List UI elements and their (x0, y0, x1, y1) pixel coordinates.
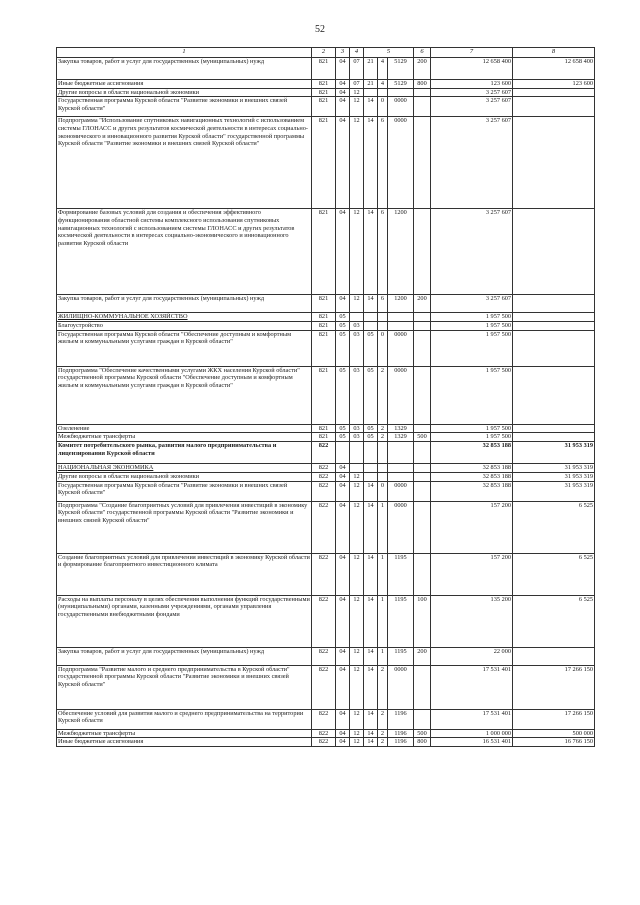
cell-subprogram: 6 (378, 117, 388, 209)
cell-subsection: 12 (350, 501, 364, 553)
cell-section: 05 (336, 424, 350, 433)
cell-admin-code: 822 (312, 464, 336, 473)
cell-direction: 1196 (388, 738, 414, 747)
cell-name: Создание благоприятных условий для привлечения инвестиций в экономику Курской области и формирование благоприятного инвестиционного климата (57, 553, 312, 595)
cell-direction: 1329 (388, 424, 414, 433)
cell-amount-y2 (513, 424, 595, 433)
cell-section: 04 (336, 97, 350, 117)
cell-program: 05 (364, 366, 378, 424)
cell-program: 14 (364, 647, 378, 665)
cell-admin-code: 822 (312, 738, 336, 747)
cell-expense-type: 200 (414, 58, 431, 80)
cell-section: 05 (336, 322, 350, 331)
cell-expense-type (414, 330, 431, 366)
cell-program: 14 (364, 97, 378, 117)
header-row (57, 48, 595, 58)
cell-program: 21 (364, 58, 378, 80)
cell-admin-code: 822 (312, 595, 336, 647)
cell-program: 14 (364, 117, 378, 209)
cell-name: Государственная программа Курской области "Развитие экономики и внешних связей Курской области" (57, 481, 312, 501)
cell-subsection: 12 (350, 595, 364, 647)
cell-program: 14 (364, 738, 378, 747)
cell-admin-code: 821 (312, 97, 336, 117)
cell-expense-type (414, 313, 431, 322)
cell-name: Формирование базовых условий для создания и обеспечения эффективного функционирования областной системы комплексного использования спутниковых навигационных технологий с использованием системы ГЛОНАСС и других результатов космической деятельности в интересах социально-экономического и инновационного развития Курской области (57, 209, 312, 295)
cell-section: 04 (336, 553, 350, 595)
cell-subprogram (378, 442, 388, 464)
cell-program (364, 88, 378, 97)
cell-amount-y1: 135 200 (431, 595, 513, 647)
table-row (57, 58, 595, 80)
cell-program (364, 313, 378, 322)
cell-expense-type (414, 665, 431, 709)
cell-subprogram: 0 (378, 97, 388, 117)
cell-expense-type: 800 (414, 80, 431, 89)
cell-program: 14 (364, 295, 378, 313)
cell-subsection: 12 (350, 88, 364, 97)
cell-direction: 0000 (388, 117, 414, 209)
cell-subprogram: 6 (378, 209, 388, 295)
cell-subsection (350, 313, 364, 322)
cell-amount-y1: 1 957 500 (431, 313, 513, 322)
table-row (57, 322, 595, 331)
cell-amount-y1: 17 531 401 (431, 709, 513, 729)
cell-direction: 0000 (388, 481, 414, 501)
header-cell: 6 (414, 48, 431, 58)
cell-amount-y1: 22 000 (431, 647, 513, 665)
cell-amount-y2: 6 525 (513, 501, 595, 553)
cell-section: 05 (336, 366, 350, 424)
cell-amount-y1: 32 853 188 (431, 473, 513, 482)
budget-table (56, 47, 595, 747)
cell-expense-type (414, 366, 431, 424)
cell-expense-type: 500 (414, 729, 431, 738)
cell-amount-y1: 12 658 400 (431, 58, 513, 80)
cell-section: 04 (336, 295, 350, 313)
cell-admin-code: 822 (312, 709, 336, 729)
cell-name: Государственная программа Курской области "Развитие экономики и внешних связей Курской области" (57, 97, 312, 117)
cell-subprogram: 0 (378, 481, 388, 501)
header-cell: 4 (350, 48, 364, 58)
table-row (57, 473, 595, 482)
table-row (57, 647, 595, 665)
table-row (57, 553, 595, 595)
cell-amount-y2 (513, 647, 595, 665)
cell-admin-code: 821 (312, 433, 336, 442)
cell-direction: 1329 (388, 433, 414, 442)
cell-amount-y2: 6 525 (513, 595, 595, 647)
cell-admin-code: 822 (312, 442, 336, 464)
cell-subsection: 12 (350, 117, 364, 209)
cell-subsection: 12 (350, 665, 364, 709)
cell-amount-y2: 17 266 150 (513, 709, 595, 729)
cell-subsection (350, 442, 364, 464)
cell-direction: 1195 (388, 595, 414, 647)
cell-direction: 0000 (388, 665, 414, 709)
cell-direction: 0000 (388, 330, 414, 366)
cell-amount-y1: 32 853 188 (431, 464, 513, 473)
cell-name: Подпрограмма "Использование спутниковых навигационных технологий с использованием системы ГЛОНАСС и других результатов космической деятельности в интересах социально-экономического и инновационного развития Курской области" государственной программы Курской области "Развитие экономики и внешних связей Курской области" (57, 117, 312, 209)
cell-expense-type (414, 97, 431, 117)
cell-direction (388, 473, 414, 482)
cell-amount-y1: 1 000 000 (431, 729, 513, 738)
cell-amount-y2: 16 766 150 (513, 738, 595, 747)
cell-program: 05 (364, 433, 378, 442)
cell-program (364, 322, 378, 331)
cell-name: Другие вопросы в области национальной экономики (57, 473, 312, 482)
cell-direction (388, 442, 414, 464)
cell-subsection: 12 (350, 481, 364, 501)
cell-subsection: 07 (350, 58, 364, 80)
cell-subsection: 12 (350, 709, 364, 729)
cell-expense-type (414, 88, 431, 97)
cell-name: Государственная программа Курской области "Обеспечение доступным и комфортным жильем и коммунальными услугами граждан в Курской области" (57, 330, 312, 366)
cell-subprogram: 1 (378, 501, 388, 553)
cell-subprogram: 1 (378, 647, 388, 665)
cell-section: 04 (336, 58, 350, 80)
cell-subprogram: 1 (378, 595, 388, 647)
table-row (57, 97, 595, 117)
cell-admin-code: 822 (312, 729, 336, 738)
cell-section: 04 (336, 117, 350, 209)
cell-expense-type (414, 709, 431, 729)
header-cell: 2 (312, 48, 336, 58)
cell-amount-y2: 17 266 150 (513, 665, 595, 709)
cell-subprogram: 2 (378, 433, 388, 442)
cell-name: Иные бюджетные ассигнования (57, 80, 312, 89)
cell-direction: 1196 (388, 729, 414, 738)
cell-admin-code: 821 (312, 313, 336, 322)
cell-amount-y2: 123 600 (513, 80, 595, 89)
cell-direction: 1195 (388, 553, 414, 595)
cell-subprogram (378, 313, 388, 322)
cell-admin-code: 821 (312, 330, 336, 366)
cell-subsection: 12 (350, 473, 364, 482)
cell-direction (388, 313, 414, 322)
cell-amount-y2 (513, 313, 595, 322)
cell-direction: 1196 (388, 709, 414, 729)
cell-subprogram: 2 (378, 738, 388, 747)
cell-subsection: 12 (350, 647, 364, 665)
cell-program: 14 (364, 481, 378, 501)
cell-subsection: 12 (350, 295, 364, 313)
header-cell: 8 (513, 48, 595, 58)
table-row (57, 88, 595, 97)
cell-direction (388, 88, 414, 97)
cell-amount-y2 (513, 209, 595, 295)
cell-subprogram: 0 (378, 330, 388, 366)
cell-program (364, 442, 378, 464)
cell-amount-y1: 17 531 401 (431, 665, 513, 709)
cell-program (364, 464, 378, 473)
table-row (57, 481, 595, 501)
cell-section: 04 (336, 473, 350, 482)
cell-subsection: 07 (350, 80, 364, 89)
cell-amount-y2 (513, 88, 595, 97)
cell-direction: 1195 (388, 647, 414, 665)
cell-expense-type (414, 322, 431, 331)
cell-expense-type (414, 464, 431, 473)
cell-section: 04 (336, 209, 350, 295)
cell-amount-y1: 3 257 607 (431, 88, 513, 97)
cell-subsection: 03 (350, 424, 364, 433)
cell-admin-code: 821 (312, 322, 336, 331)
cell-amount-y2: 31 953 319 (513, 473, 595, 482)
header-cell: 3 (336, 48, 350, 58)
cell-amount-y1: 1 957 500 (431, 366, 513, 424)
cell-section: 05 (336, 433, 350, 442)
cell-direction: 0000 (388, 366, 414, 424)
cell-expense-type (414, 481, 431, 501)
cell-amount-y2 (513, 117, 595, 209)
table-row (57, 665, 595, 709)
table-row (57, 433, 595, 442)
cell-amount-y2 (513, 322, 595, 331)
cell-subprogram: 2 (378, 665, 388, 709)
cell-subsection (350, 464, 364, 473)
cell-subsection: 03 (350, 322, 364, 331)
table-row (57, 424, 595, 433)
cell-expense-type: 200 (414, 295, 431, 313)
cell-section: 04 (336, 88, 350, 97)
cell-name: Подпрограмма "Развитие малого и среднего предпринимательства в Курской области" государственной программы Курской области "Развитие экономики и внешних связей Курской области" (57, 665, 312, 709)
cell-amount-y1: 1 957 500 (431, 433, 513, 442)
cell-name: Другие вопросы в области национальной экономики (57, 88, 312, 97)
table-row (57, 729, 595, 738)
cell-program: 14 (364, 595, 378, 647)
cell-admin-code: 821 (312, 80, 336, 89)
cell-program: 21 (364, 80, 378, 89)
table-row (57, 117, 595, 209)
cell-section: 04 (336, 738, 350, 747)
cell-section: 04 (336, 647, 350, 665)
cell-expense-type (414, 473, 431, 482)
cell-expense-type (414, 424, 431, 433)
cell-section: 05 (336, 313, 350, 322)
table-row (57, 464, 595, 473)
header-cell: 5 (364, 48, 414, 58)
cell-subprogram (378, 322, 388, 331)
cell-name: Озеленение (57, 424, 312, 433)
cell-name: Иные бюджетные ассигнования (57, 738, 312, 747)
cell-subprogram: 6 (378, 295, 388, 313)
cell-program: 14 (364, 665, 378, 709)
table-row (57, 313, 595, 322)
cell-program: 14 (364, 709, 378, 729)
cell-direction (388, 464, 414, 473)
cell-name: Межбюджетные трансферты (57, 433, 312, 442)
cell-amount-y2: 6 525 (513, 553, 595, 595)
cell-direction (388, 322, 414, 331)
cell-direction: 1200 (388, 295, 414, 313)
cell-section: 04 (336, 481, 350, 501)
cell-admin-code: 821 (312, 209, 336, 295)
table-row (57, 80, 595, 89)
cell-amount-y1: 32 853 188 (431, 481, 513, 501)
table-row (57, 738, 595, 747)
cell-subsection: 03 (350, 366, 364, 424)
cell-name: Подпрограмма "Обеспечение качественными услугами ЖКХ населения Курской области" государственной программы Курской области "Обеспечение доступным и комфортным жильем и коммунальными услугами граждан в Курской области" (57, 366, 312, 424)
cell-program: 05 (364, 424, 378, 433)
table-row (57, 709, 595, 729)
cell-subprogram (378, 88, 388, 97)
cell-expense-type (414, 442, 431, 464)
cell-subprogram: 4 (378, 58, 388, 80)
cell-amount-y2: 31 953 319 (513, 464, 595, 473)
cell-subprogram: 2 (378, 729, 388, 738)
cell-admin-code: 821 (312, 117, 336, 209)
table-row (57, 209, 595, 295)
cell-expense-type: 500 (414, 433, 431, 442)
page-number: 52 (315, 24, 325, 35)
cell-name: Обеспечение условий для развития малого и среднего предпринимательства на территории Курской области (57, 709, 312, 729)
cell-program: 14 (364, 553, 378, 595)
cell-expense-type: 200 (414, 647, 431, 665)
cell-admin-code: 821 (312, 58, 336, 80)
cell-subsection: 12 (350, 553, 364, 595)
cell-amount-y2 (513, 366, 595, 424)
cell-amount-y2 (513, 97, 595, 117)
cell-amount-y1: 157 200 (431, 501, 513, 553)
table-row (57, 501, 595, 553)
cell-name: Подпрограмма "Создание благоприятных условий для привлечения инвестиций в экономику Курской области" государственной программы Курской области "Развитие экономики и внешних связей Курской области" (57, 501, 312, 553)
cell-subsection: 12 (350, 209, 364, 295)
cell-direction: 5129 (388, 80, 414, 89)
cell-amount-y2 (513, 295, 595, 313)
table-row (57, 442, 595, 464)
cell-program: 14 (364, 501, 378, 553)
cell-direction: 5129 (388, 58, 414, 80)
cell-amount-y2: 500 000 (513, 729, 595, 738)
cell-amount-y1: 3 257 607 (431, 295, 513, 313)
cell-amount-y1: 157 200 (431, 553, 513, 595)
cell-subsection: 03 (350, 433, 364, 442)
cell-amount-y1: 1 957 500 (431, 424, 513, 433)
cell-section: 04 (336, 464, 350, 473)
cell-name: Комитет потребительского рынка, развития малого предпринимательства и лицензирования Курской области (57, 442, 312, 464)
cell-expense-type (414, 209, 431, 295)
cell-section: 04 (336, 501, 350, 553)
table-row (57, 366, 595, 424)
cell-expense-type (414, 553, 431, 595)
cell-direction: 0000 (388, 97, 414, 117)
cell-amount-y1: 1 957 500 (431, 322, 513, 331)
cell-expense-type (414, 117, 431, 209)
cell-name: Закупка товаров, работ и услуг для государственных (муниципальных) нужд (57, 647, 312, 665)
cell-admin-code: 822 (312, 473, 336, 482)
table-row (57, 595, 595, 647)
cell-admin-code: 821 (312, 88, 336, 97)
cell-name: Закупка товаров, работ и услуг для государственных (муниципальных) нужд (57, 295, 312, 313)
cell-subprogram (378, 464, 388, 473)
cell-section: 04 (336, 595, 350, 647)
cell-amount-y2: 31 953 319 (513, 442, 595, 464)
cell-direction: 0000 (388, 501, 414, 553)
cell-admin-code: 822 (312, 481, 336, 501)
cell-name: Закупка товаров, работ и услуг для государственных (муниципальных) нужд (57, 58, 312, 80)
cell-admin-code: 822 (312, 501, 336, 553)
cell-amount-y2 (513, 433, 595, 442)
cell-name: Межбюджетные трансферты (57, 729, 312, 738)
header-cell: 7 (431, 48, 513, 58)
cell-program: 14 (364, 729, 378, 738)
cell-section: 04 (336, 709, 350, 729)
cell-section: 04 (336, 665, 350, 709)
cell-name: Расходы на выплаты персоналу в целях обеспечения выполнения функций государственными (муниципальными) органами, казенными учреждениями, органами управления государственными внебюджетными фондами (57, 595, 312, 647)
cell-subsection: 12 (350, 729, 364, 738)
cell-subsection: 12 (350, 97, 364, 117)
cell-amount-y1: 1 957 500 (431, 330, 513, 366)
table-row (57, 330, 595, 366)
cell-amount-y1: 123 600 (431, 80, 513, 89)
cell-section: 05 (336, 330, 350, 366)
cell-name: НАЦИОНАЛЬНАЯ ЭКОНОМИКА (57, 464, 312, 473)
cell-subprogram: 2 (378, 424, 388, 433)
cell-admin-code: 821 (312, 366, 336, 424)
cell-admin-code: 822 (312, 665, 336, 709)
cell-subprogram: 1 (378, 553, 388, 595)
cell-subprogram: 2 (378, 366, 388, 424)
header-cell: 1 (57, 48, 312, 58)
cell-amount-y1: 3 257 607 (431, 97, 513, 117)
cell-amount-y2: 12 658 400 (513, 58, 595, 80)
cell-amount-y1: 16 531 401 (431, 738, 513, 747)
cell-expense-type: 100 (414, 595, 431, 647)
cell-amount-y1: 3 257 607 (431, 209, 513, 295)
cell-subsection: 03 (350, 330, 364, 366)
cell-expense-type: 800 (414, 738, 431, 747)
cell-amount-y2 (513, 330, 595, 366)
cell-subprogram (378, 473, 388, 482)
cell-amount-y1: 3 257 607 (431, 117, 513, 209)
cell-program: 14 (364, 209, 378, 295)
cell-admin-code: 822 (312, 553, 336, 595)
cell-section: 04 (336, 80, 350, 89)
cell-section: 04 (336, 729, 350, 738)
cell-expense-type (414, 501, 431, 553)
cell-program (364, 473, 378, 482)
cell-subsection: 12 (350, 738, 364, 747)
cell-admin-code: 822 (312, 647, 336, 665)
cell-program: 05 (364, 330, 378, 366)
cell-amount-y1: 32 853 188 (431, 442, 513, 464)
cell-admin-code: 821 (312, 295, 336, 313)
cell-name: ЖИЛИЩНО-КОММУНАЛЬНОЕ ХОЗЯЙСТВО (57, 313, 312, 322)
cell-amount-y2: 31 953 319 (513, 481, 595, 501)
cell-subprogram: 2 (378, 709, 388, 729)
cell-section (336, 442, 350, 464)
cell-name: Благоустройство (57, 322, 312, 331)
table-row (57, 295, 595, 313)
cell-direction: 1200 (388, 209, 414, 295)
cell-subprogram: 4 (378, 80, 388, 89)
cell-admin-code: 821 (312, 424, 336, 433)
